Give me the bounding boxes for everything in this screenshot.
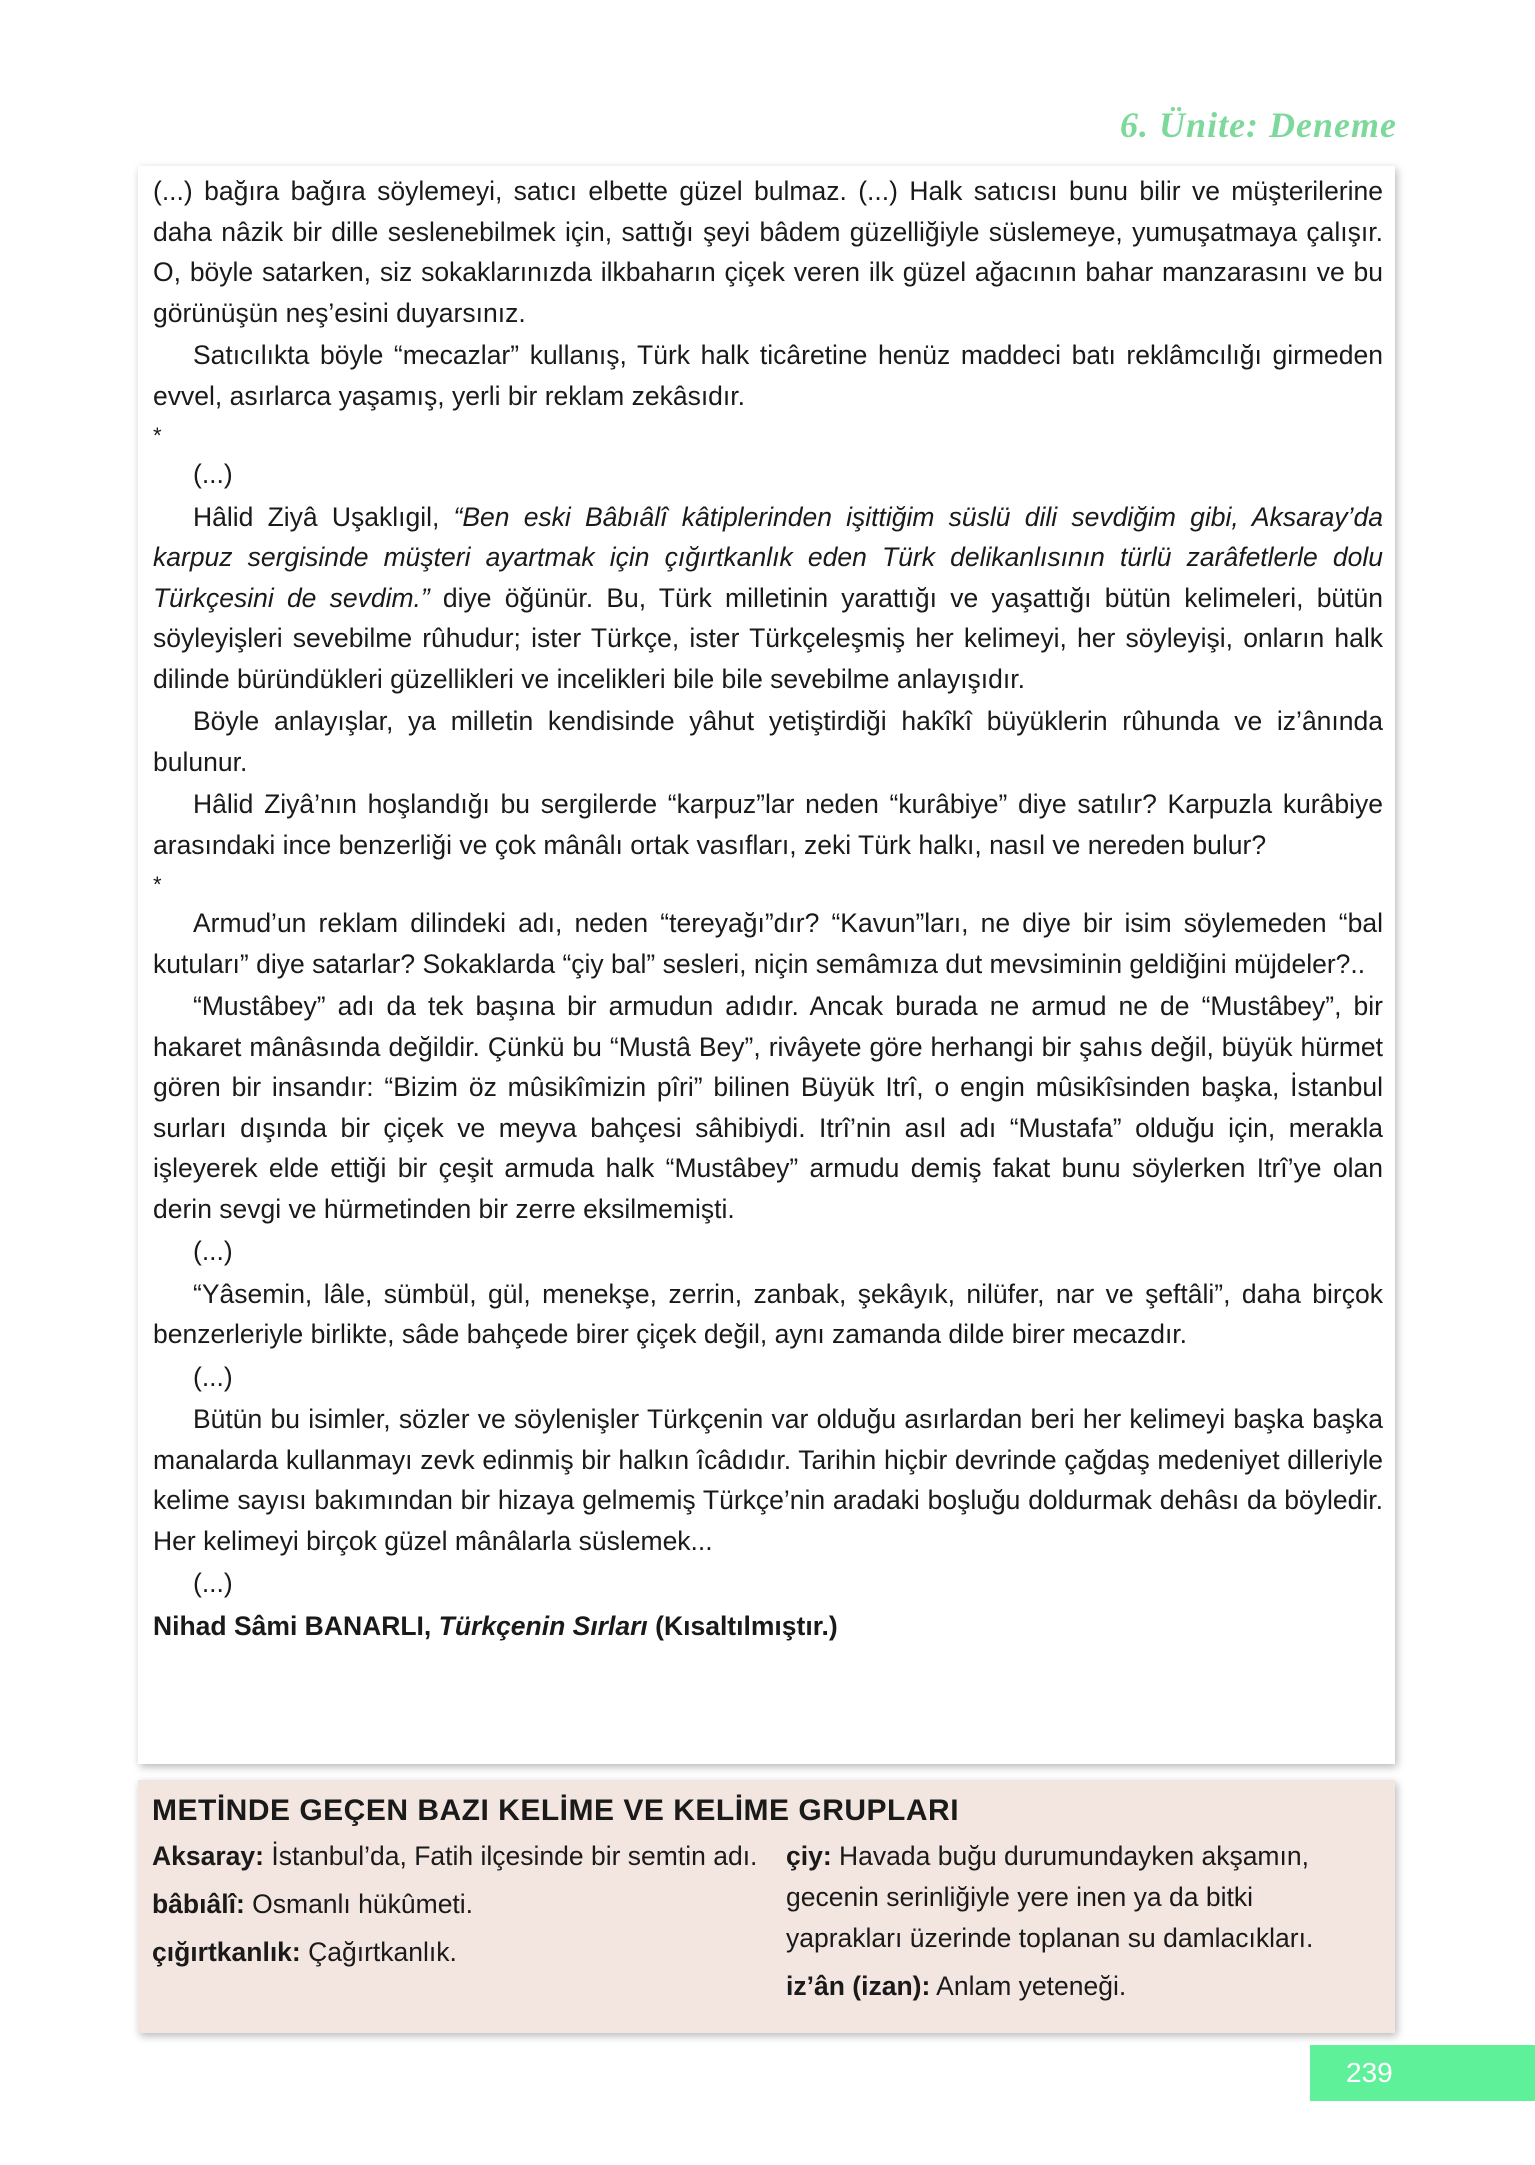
vocabulary-column-right bbox=[772, 1836, 1376, 2014]
vocabulary-term: Aksaray: bbox=[152, 1841, 264, 1871]
vocabulary-term: çığırtkanlık: bbox=[152, 1937, 301, 1967]
citation-author: Nihad Sâmi BANARLI, bbox=[153, 1610, 439, 1641]
vocabulary-definition: Anlam yeteneği. bbox=[930, 1971, 1127, 2001]
paragraph: (...) bbox=[193, 1361, 233, 1392]
paragraph: (...) bbox=[193, 459, 233, 489]
section-separator: * bbox=[153, 872, 162, 897]
vocabulary-term: iz’ân (izan): bbox=[786, 1971, 931, 2001]
vocabulary-entry bbox=[786, 1836, 1376, 1959]
vocabulary-entry bbox=[152, 1836, 772, 1877]
paragraph-text: diye öğünür. Bu, Türk milletinin yarattığı ve yaşattığı bütün kelimeleri, bütün söyleyişleri sevebilme rûhudur; ister Türkçe, ister Türkçeleşmiş her kelimeyi, her söyleyişi, onların halk dilinde büründükleri güzellikleri ve incelikleri bile bile sevebilme anlayışıdır. bbox=[153, 582, 1384, 694]
quoted-text: “Ben eski Bâbıâlî kâtiplerinden işittiğim süslü dili sevdiğim gibi, Aksaray’da karpuz sergisinde müşteri ayartmak için çığırtkanlık eden Türk delikanlısının türlü zarâfetlerle dolu Türkçesini de sevdim.” bbox=[153, 501, 1383, 613]
vocabulary-box bbox=[138, 1780, 1395, 2033]
vocabulary-definition: Havada buğu durumundayken akşamın, gecenin serinliğiyle yere inen ya da bitki yaprakları üzerinde toplanan su damlacıkları. bbox=[786, 1841, 1314, 1953]
paragraph: “Yâsemin, lâle, sümbül, gül, menekşe, zerrin, zanbak, şekâyık, nilüfer, nar ve şeftâli”, daha birçok benzerleriyle birlikte, sâde bahçede birer çiçek değil, aynı zamanda dilde birer mecazdır. bbox=[153, 1278, 1383, 1349]
paragraph: Bütün bu isimler, sözler ve söylenişler Türkçenin var olduğu asırlardan beri her kelimeyi başka başka manalarda kullanmayı zevk edinmiş bir halkın îcâdıdır. Tarihin hiçbir devrinde çağdaş medeniyet dilleriyle kelime sayısı bakımından bir hizaya gelmemiş Türkçe’nin aradaki boşluğu doldurmak dehâsı da böyledir. Her kelimeyi birçok güzel mânâlarla süslemek... bbox=[153, 1404, 1383, 1556]
unit-title: 6. Ünite: Deneme bbox=[1120, 105, 1397, 145]
citation-note: (Kısaltılmıştır.) bbox=[647, 1610, 838, 1641]
source-citation bbox=[153, 1606, 1383, 1647]
vocabulary-term: çiy: bbox=[786, 1841, 832, 1871]
reading-passage bbox=[138, 166, 1395, 1764]
vocabulary-definition: İstanbul’da, Fatih ilçesinde bir semtin adı. bbox=[263, 1841, 758, 1871]
paragraph: Satıcılıkta böyle “mecazlar” kullanış, Türk halk ticâretine henüz maddeci batı reklâmcılığı girmeden evvel, asırlarca yaşamış, yerli bir reklam zekâsıdır. bbox=[153, 340, 1383, 411]
paragraph: (...) bbox=[193, 1236, 233, 1266]
vocabulary-entry bbox=[152, 1884, 772, 1925]
vocabulary-term: bâbıâlî: bbox=[152, 1889, 245, 1919]
vocabulary-entry bbox=[786, 1966, 1376, 2007]
paragraph: “Mustâbey” adı da tek başına bir armudun adıdır. Ancak burada ne armud ne de “Mustâbey”, bir hakaret mânâsında değildir. Çünkü bu “Mustâ Bey”, rivâyete göre herhangi bir şahıs değil, büyük hürmet gören bir insandır: “Bizim öz mûsikîmizin pîri” bilinen Büyük Itrî, o engin mûsikîsinden başka, İstanbul surları dışında bir çiçek ve meyva bahçesi sâhibiydi. Itrî’nin asıl adı “Mustafa” olduğu için, merakla işleyerek elde ettiği bir çeşit armuda halk “Mustâbey” armudu demiş fakat bunu söylerken Itrî’ye olan derin sevgi ve hürmetinden bir zerre eksilmemişti. bbox=[153, 991, 1383, 1224]
paragraph: (...) bağıra bağıra söylemeyi, satıcı elbette güzel bulmaz. (...) Halk satıcısı bunu bilir ve müşterilerine daha nâzik bir dille seslenebilmek için, sattığı şeyi bâdem güzelliğiyle süslemeye, yumuşatmaya çalışır. O, böyle satarken, siz sokaklarınızda ilkbaharın çiçek veren ilk güzel ağacının bahar manzarasını ve bu görünüşün neş’esini duyarsınız. bbox=[153, 176, 1383, 328]
vocabulary-title: METİNDE GEÇEN BAZI KELİME VE KELİME GRUPLARI bbox=[152, 1794, 960, 1827]
citation-book-title: Türkçenin Sırları bbox=[438, 1610, 648, 1641]
vocabulary-columns bbox=[152, 1836, 1381, 2014]
vocabulary-definition: Çağırtkanlık. bbox=[300, 1937, 457, 1967]
page-number: 239 bbox=[1310, 2045, 1535, 2101]
paragraph: (...) bbox=[193, 1568, 233, 1598]
paragraph-with-quote bbox=[153, 497, 1383, 700]
paragraph: Hâlid Ziyâ’nın hoşlandığı bu sergilerde “karpuz”lar neden “kurâbiye” diye satılır? Karpuzla kurâbiye arasındaki ince benzerliği ve çok mânâlı ortak vasıfları, zeki Türk halkı, nasıl ve nereden bulur? bbox=[153, 789, 1383, 860]
paragraph: Armud’un reklam dilindeki adı, neden “tereyağı”dır? “Kavun”ları, ne diye bir isim söylemeden “bal kutuları” diye satarlar? Sokaklarda “çiy bal” sesleri, niçin semâmıza dut mevsiminin geldiğini müjdeler?.. bbox=[153, 908, 1383, 979]
vocabulary-entry bbox=[152, 1932, 772, 1973]
paragraph-text: Hâlid Ziyâ Uşaklıgil, bbox=[193, 501, 454, 532]
section-separator: * bbox=[153, 423, 162, 448]
vocabulary-column-left bbox=[152, 1836, 772, 2014]
paragraph: Böyle anlayışlar, ya milletin kendisinde yâhut yetiştirdiği hakîkî büyüklerin rûhunda ve iz’ânında bulunur. bbox=[153, 706, 1383, 777]
vocabulary-definition: Osmanlı hükûmeti. bbox=[244, 1889, 474, 1919]
